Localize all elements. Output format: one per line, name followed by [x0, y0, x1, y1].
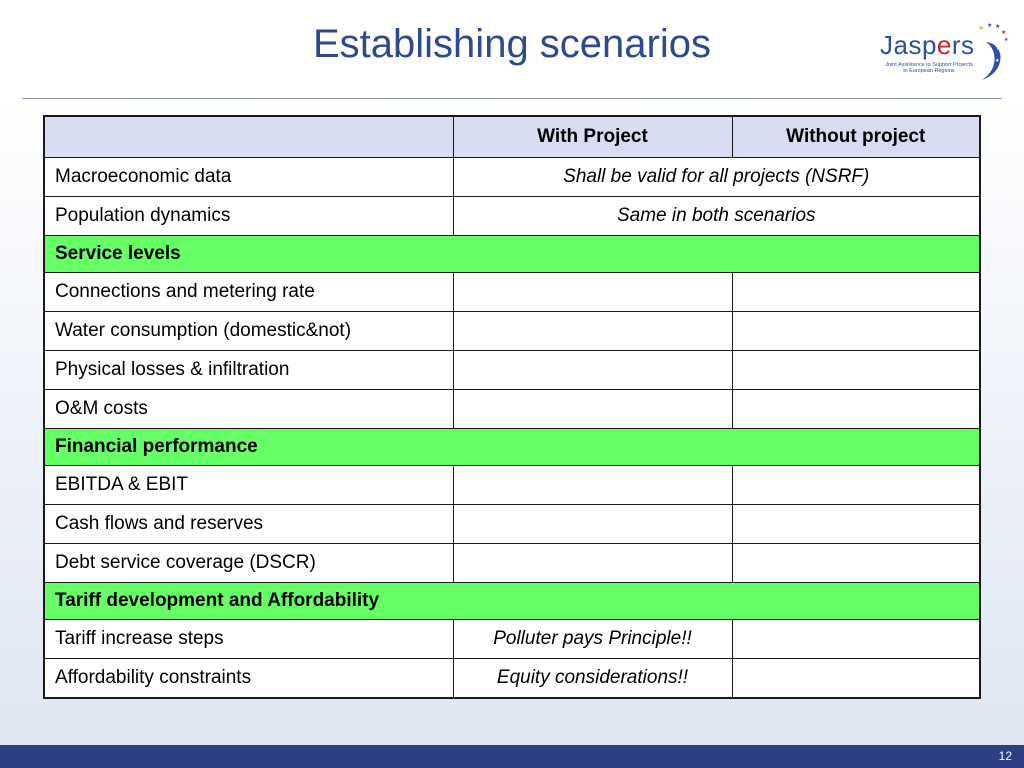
- with-project-cell: [453, 390, 732, 429]
- slide-title: Establishing scenarios: [313, 22, 711, 66]
- row-label: Water consumption (domestic&not): [44, 312, 453, 351]
- table-row: [44, 197, 980, 236]
- section-label: Financial performance: [44, 429, 980, 466]
- section-label: Tariff development and Affordability: [44, 583, 980, 620]
- header-cell-empty: [44, 116, 453, 158]
- row-label: Cash flows and reserves: [44, 505, 453, 544]
- footer-bar: [0, 745, 1024, 768]
- table-row: [44, 505, 980, 544]
- header-cell-with-project: With Project: [453, 116, 732, 158]
- table-row: [44, 273, 980, 312]
- svg-text:★: ★: [996, 46, 1001, 52]
- table-row: [44, 466, 980, 505]
- table-row: [44, 659, 980, 699]
- logo-tagline: Joint Assistance to Support Projects in European Regions: [885, 62, 973, 74]
- with-project-cell: [453, 351, 732, 390]
- section-row: [44, 429, 980, 466]
- row-label: Tariff increase steps: [44, 620, 453, 659]
- svg-text:★: ★: [978, 24, 985, 32]
- without-project-cell: [732, 466, 980, 505]
- without-project-cell: [732, 659, 980, 699]
- table-row: [44, 544, 980, 583]
- section-row: [44, 236, 980, 273]
- row-label: Connections and metering rate: [44, 273, 453, 312]
- with-project-cell: [453, 505, 732, 544]
- header-cell-without-project: Without project: [732, 116, 980, 158]
- with-project-cell: [453, 544, 732, 583]
- row-label: O&M costs: [44, 390, 453, 429]
- svg-text:★: ★: [995, 58, 1000, 64]
- row-label: EBITDA & EBIT: [44, 466, 453, 505]
- table-row: [44, 390, 980, 429]
- svg-text:★: ★: [1004, 37, 1009, 43]
- merged-value-cell: Shall be valid for all projects (NSRF): [453, 158, 980, 197]
- section-row: [44, 583, 980, 620]
- table-row: [44, 351, 980, 390]
- section-label: Service levels: [44, 236, 980, 273]
- row-label: Debt service coverage (DSCR): [44, 544, 453, 583]
- row-label: Affordability constraints: [44, 659, 453, 699]
- title-divider: [22, 98, 1002, 99]
- row-label: Macroeconomic data: [44, 158, 453, 197]
- without-project-cell: [732, 273, 980, 312]
- without-project-cell: [732, 351, 980, 390]
- with-project-cell: [453, 273, 732, 312]
- with-project-cell: [453, 466, 732, 505]
- with-project-cell: Equity considerations!!: [453, 659, 732, 699]
- without-project-cell: [732, 505, 980, 544]
- without-project-cell: [732, 544, 980, 583]
- jaspers-logo: [880, 16, 1012, 82]
- without-project-cell: [732, 312, 980, 351]
- logo-wordmark: Jaspers: [880, 30, 975, 60]
- row-label: Physical losses & infiltration: [44, 351, 453, 390]
- table-row: [44, 620, 980, 659]
- without-project-cell: [732, 620, 980, 659]
- table-row: [44, 312, 980, 351]
- row-label: Population dynamics: [44, 197, 453, 236]
- without-project-cell: [732, 390, 980, 429]
- table-row: [44, 158, 980, 197]
- svg-text:★: ★: [995, 23, 1001, 30]
- svg-text:★: ★: [987, 22, 993, 29]
- table-header-row: [44, 116, 980, 158]
- page-number: 12: [998, 749, 1012, 763]
- logo-star-swoosh-icon: [976, 20, 1012, 82]
- with-project-cell: Polluter pays Principle!!: [453, 620, 732, 659]
- merged-value-cell: Same in both scenarios: [453, 197, 980, 236]
- scenarios-table: [43, 115, 981, 699]
- with-project-cell: [453, 312, 732, 351]
- svg-text:★: ★: [1001, 29, 1007, 36]
